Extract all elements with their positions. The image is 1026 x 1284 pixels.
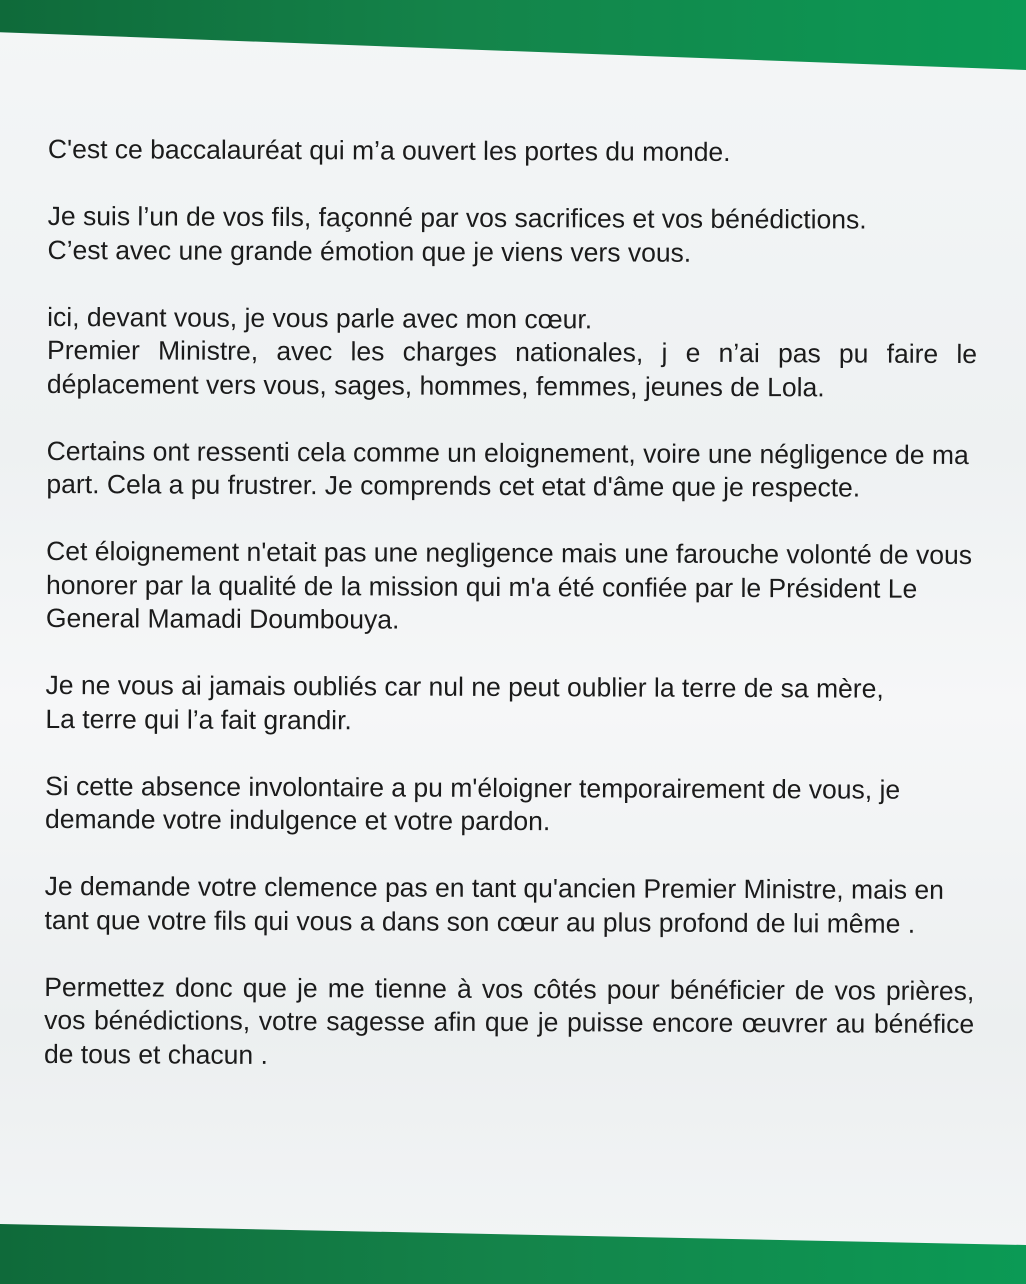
paragraph-baccalaureat: C'est ce baccalauréat qui m’a ouvert les portes du monde. <box>47 133 731 167</box>
paragraph-terre-mere: Je ne vous ai jamais oubliés car nul ne peut oublier la terre de sa mère, La terre qui l’a fait grandir. <box>45 669 884 735</box>
paragraph-pardon: Si cette absence involontaire a pu m'éloigner temporairement de vous, je demande votre indulgence et votre pardon. <box>44 770 901 837</box>
paragraph-mission: Cet éloignement n'etait pas une negligence mais une farouche volonté de vous honorer par la qualité de la mission qui m'a été confiée par le Président Le General Mamadi Doumbouya. <box>45 535 973 635</box>
letter-body <box>44 133 978 1109</box>
paragraph-clemence: Je demande votre clemence pas en tant qu'ancien Premier Ministre, mais en tant que votre fils qui vous a dans son cœur au plus profond de lui même . <box>44 870 944 939</box>
paragraph-benediction: Permettez donc que je me tienne à vos côtés pour bénéficier de vos prières, vos bénédictions, votre sagesse afin que je puisse encore œuvrer au bénéfice de tous et chacun . <box>43 971 975 1070</box>
bottom-green-band <box>0 1224 1026 1284</box>
top-green-band <box>0 0 1026 70</box>
paragraph-eloignement-ressenti: Certains ont ressenti cela comme un eloignement, voire une négligence de ma part. Cela a pu frustrer. Je comprends cet etat d'âme que je respecte. <box>46 435 969 503</box>
paragraph-fils: Je suis l’un de vos fils, façonné par vos sacrifices et vos bénédictions. C’est avec une grande émotion que je viens vers vous. <box>47 200 867 268</box>
paragraph-devant-vous: ici, devant vous, je vous parle avec mon cœur. Premier Ministre, avec les charges nationales, j e n’ai pas pu faire le déplacement vers vous, sages, hommes, femmes, jeunes de Lola. <box>46 301 978 402</box>
